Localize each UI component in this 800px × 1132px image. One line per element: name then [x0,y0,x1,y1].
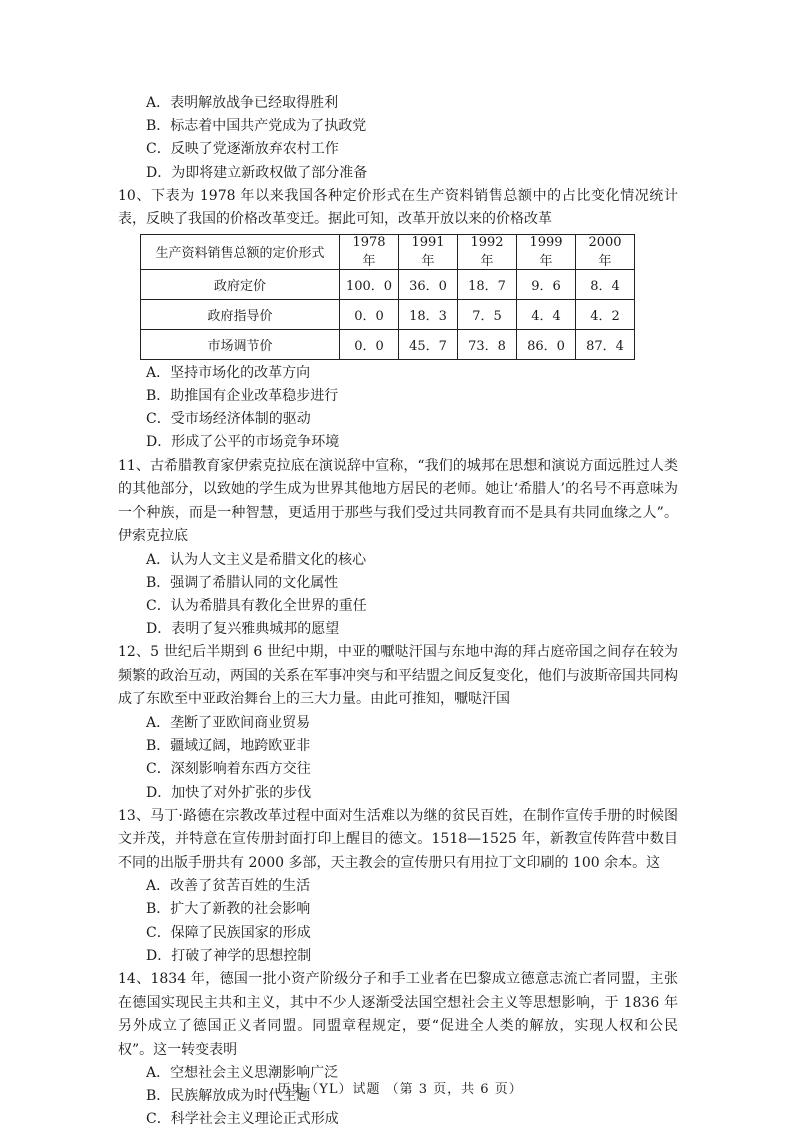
option: A．认为人文主义是希腊文化的核心 [146,551,367,568]
table-header-row [141,234,635,269]
table-cell: 0．0 [340,329,399,359]
option: D．表明了复兴雅典城邦的愿望 [146,621,340,638]
question-stem: 12、5 世纪后半期到 6 世纪中期，中亚的嚈哒汗国与东地中海的拜占庭帝国之间存在较为频繁的政治互动，两国的关系在军事冲突与和平结盟之间反复变化，他们与波斯帝国共同构成了东欧至中亚政治舞台上的三大力量。由此可推知，嚈哒汗国 [118,644,678,708]
option: A．垄断了亚欧间商业贸易 [146,714,311,731]
table-cell: 8．4 [576,269,635,299]
question-stem: 11、古希腊教育家伊索克拉底在演说辞中宣称，“我们的城邦在思想和演说方面远胜过人类的其他部分，以致她的学生成为世界其他地方居民的老师。她让‘希腊人’的名号不再意味为一个种族，而是一种智慧，更适用于那些与我们受过共同教育而不是具有共同血缘之人”。伊索克拉底 [118,457,678,545]
question-11 [118,455,678,642]
table-row [141,269,635,299]
table-cell: 87．4 [576,329,635,359]
option: A．坚持市场化的改革方向 [146,364,311,381]
option: A．表明解放战争已经取得胜利 [146,95,339,111]
option: A．空想社会主义思潮影响广泛 [146,1065,339,1082]
table-cell: 86．0 [517,329,576,359]
option: C．反映了党逐渐放弃农村工作 [146,141,339,158]
table-cell: 73．8 [458,329,517,359]
page-footer: 历史（YL）试题 （第 3 页，共 6 页） [277,1082,523,1097]
option: C．认为希腊具有教化全世界的重任 [146,598,367,615]
table-cell: 18．7 [458,269,517,299]
exam-page [118,92,678,1132]
option: C．科学社会主义理论正式形成 [146,1111,339,1128]
option: C．保障了民族国家的形成 [146,924,311,941]
table-cell: 市场调节价 [141,329,340,359]
option: B．标志着中国共产党成为了执政党 [146,118,367,135]
table-cell: 0．0 [340,299,399,329]
option: B．扩大了新教的社会影响 [146,901,311,918]
option: C．深刻影响着东西方交往 [146,761,311,778]
question-stem: 14、1834 年，德国一批小资产阶级分子和手工业者在巴黎成立德意志流亡者同盟，主张在德国实现民主共和主义，其中不少人逐渐受法国空想社会主义等思想影响，于 1836 年另外成立了德国正义者同盟。同盟章程规定，要“促进全人类的解放，实现人权和公民权”。这一转变表明 [118,971,678,1058]
option: D．形成了公平的市场竞争环境 [146,434,340,451]
question-stem: 10、下表为 1978 年以来我国各种定价形式在生产资料销售总额中的占比变化情况统计表，反映了我国的价格改革变迁。据此可知，改革开放以来的价格改革 [118,187,678,228]
option: D．为即将建立新政权做了部分准备 [146,164,368,181]
table-cell: 4．2 [576,299,635,329]
table-header-cell: 生产资料销售总额的定价形式 [141,234,340,269]
table-row [141,329,635,359]
option: C．受市场经济体制的驱动 [146,411,311,428]
table-cell: 政府定价 [141,269,340,299]
table-cell: 45．7 [399,329,458,359]
table-cell: 100．0 [340,269,399,299]
option: D．打破了神学的思想控制 [146,947,312,964]
question-14 [118,968,678,1132]
option: A．改善了贫苦百姓的生活 [146,878,311,895]
option: B．民族解放成为时代主题 [146,1088,311,1105]
table-cell: 36．0 [399,269,458,299]
table-header-cell: 1991 年 [399,234,458,269]
table-cell: 政府指导价 [141,299,340,329]
table-cell: 18．3 [399,299,458,329]
option: D．加快了对外扩张的步伐 [146,784,312,801]
table-header-cell: 1978 年 [340,234,399,269]
option: B．助推国有企业改革稳步进行 [146,388,339,405]
question-10 [118,185,678,455]
table-cell: 7．5 [458,299,517,329]
table-header-cell: 2000 年 [576,234,635,269]
table-cell: 4．4 [517,299,576,329]
option: B．强调了希腊认同的文化属性 [146,574,339,591]
q9-options [118,92,678,185]
option: B．疆域辽阔，地跨欧亚非 [146,738,311,755]
table-header-cell: 1992 年 [458,234,517,269]
table-cell: 9．6 [517,269,576,299]
question-stem: 13、马丁·路德在宗教改革过程中面对生活难以为继的贫民百姓，在制作宣传手册的时候图文并茂，并特意在宣传册封面打印上醒目的德文。1518—1525 年，新教宣传阵营中数目不同的出版手册共有 2000 多部，天主教会的宣传册只有用拉丁文印刷的 100 余本。这 [118,807,678,871]
question-12 [118,641,678,804]
question-13 [118,805,678,968]
price-table [140,234,635,360]
table-header-cell: 1999 年 [517,234,576,269]
table-row [141,299,635,329]
